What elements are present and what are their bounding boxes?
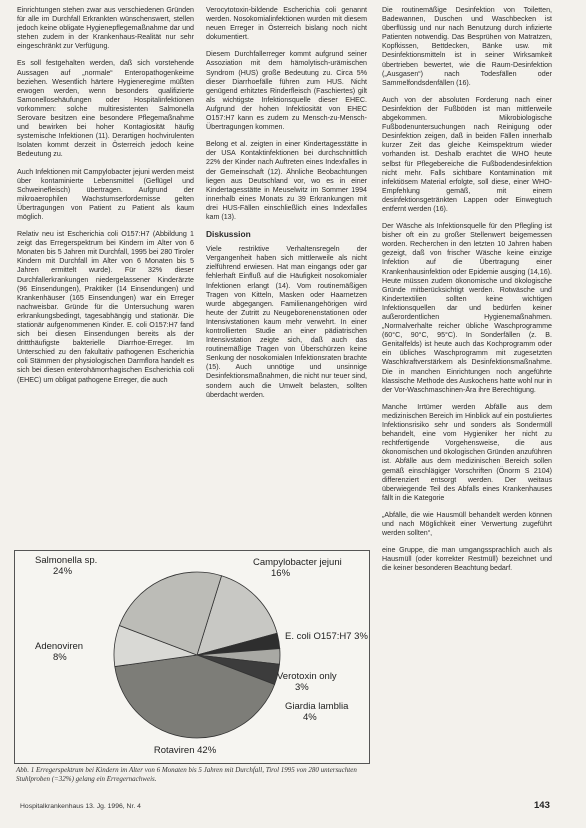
paragraph: Einrichtungen stehen zwar aus verschiedenen Gründen für alle im Durchfall Erkrankten wünschenswert, stellen jedoch keine obligate Hygienepflegemaßnahme dar und stehen zudem in der Krankenhaus-Realität nur sehr eingeschränkt zur Verfügung.	[17, 6, 194, 51]
pie-label-4: Rotaviren 42%	[153, 745, 217, 756]
paragraph: Relativ neu ist Escherichia coli O157:H7 (Abbildung 1 zeigt das Erregerspektrum bei Kindern im Alter von 6 Monaten bis 5 Jahren mit Durchfall, 1995 bei 280 Tiroler Kindern mit Durchfall im Alter von 6 Monaten bis 5 Jahren ermittelt wurde). Für 32% dieser Durchfallerkrankungen niedergelassener Kinderärzte (96 Einsendungen), Praktiker (14 Einsendungen) und Krankenhäuser (165 Einsendungen) war ein Erreger nachweisbar. Gründe für die Untersuchung waren erkrankungsbedingt, tagesabhängig und stationär. Die stationär aufgenommenen Kinder. E. coli O157:H7 fand sich bei diesen Einsendungen bereits als der drittthäufigste bakterielle Diarrhoe-Erreger. Im Unterschied zu den fakultativ pathogenen Escherichia coli Stämmen der physiologischen Darmflora handelt es sich bei diesen enterohämorrhagischen Escherichia coli (EHEC) um obligat pathogene Erreger, die auch	[17, 230, 194, 384]
pie-chart-figure	[14, 550, 370, 764]
paragraph: Der Wäsche als Infektionsquelle für den Pflegling ist bisher oft ein zu großer Stellenwert beigemessen worden. Recherchen in den letzten 10 Jahren haben gezeigt, daß von frischer Wäsche keine einzige Infektion auf die Übertragung einer Krankenhausinfektion oder Epidemie ausging (14,16). Heute müssen zudem ökonomische und ökologische Gründe mitberücksichtigt werden. Rotwäsche und Kindertextilien sollten keine wichtigen Infektionsquellen dar und bedürfen keiner außerordentlichen Hygienemaßnahmen. „Normalverhalte reicher übliche Waschprogramme (60°C, 90°C, 95°C). In Sonderfällen (z. B. Genitalfelds) ist heute auch das Kochprogramm oder ein übliches Waschprogramm mit zugesetzten Waschkraftverstärkern als Desinfektionsmaßnahme. Die in manchen Einrichtungen noch angeführte klassische Methode des Auskochens hatte wohl nur in der Vor-Waschmaschinen-Ära ihre Berechtigung.	[382, 222, 552, 394]
paragraph: Viele restriktive Verhaltensregeln der Vergangenheit haben sich mittlerweile als nicht zielführend erwiesen. Hat man eingangs oder gar fehlerhaft Einfluß auf die Häufigkeit nosokomialer Infektionen erlangt (14). Vom routinemäßigen Tragen von Kitteln, Masken oder Haarnetzen wurde abgegangen. Familienangehörigen wird heute der Zutritt zu Neugeborenenstationen oder Intensivstationen kaum mehr verwehrt. In einer kontrollierten Studie an einer pädiatrischen Intensivstation zeigte sich, daß auch das routinemäßige Tragen von Überschürzen keine Senkung der nosokomialen Infektionsraten brachte (15). Auch unnötige und unsinnige Desinfektionsmaßnahmen, die nicht nur teuer sind, sondern auch die Umwelt belasten, sollten überdacht werden.	[206, 245, 367, 399]
pie-label-1: E. coli O157:H7 3%	[285, 631, 368, 642]
paragraph: Verocytotoxin-bildende Escherichia coli genannt werden. Nosokomialinfektionen wurden mit diesem neuen Erreger in Österreich bislang noch nicht dokumentiert.	[206, 6, 367, 42]
paragraph: Auch Infektionen mit Campylobacter jejuni werden meist über kontaminierte Lebensmittel (Geflügel und Schweinefleisch) übertragen. Aufgrund der mikroaerophilen Wachstumserfordernisse gelten Übertragungen von Patient zu Patient als kaum möglich.	[17, 167, 194, 221]
section-heading: Diskussion	[206, 229, 251, 240]
pie-label-6: Salmonella sp. 24%	[35, 555, 98, 577]
pie-label-3: Giardia lamblia 4%	[285, 701, 349, 723]
text-column-right	[382, 6, 552, 786]
paragraph: Belong et al. zeigten in einer Kindertagesstätte in der USA Kontaktinfektionen bei durchschnittlich 22% der Kinder nach Auftreten eines Indexfalles in der Gemeinschaft (12). Ähnliche Beobachtungen liegen aus Deutschland vor, wo es in einer Kindertagesstätte in Meuselwitz im Sommer 1994 innerhalb eines Monats zu 39 Erkrankungen mit drei HUS-Fällen einschließlich eines Indexfalles kam (13).	[206, 140, 367, 221]
quote: „Abfälle, die wie Hausmüll behandelt werden können und nach Möglichkeit einer Verwertung zugeführt werden sollten“,	[382, 510, 552, 538]
paragraph: Manche Irrtümer werden Abfälle aus dem medizinischen Bereich im Hinblick auf ein postuliertes Infektionsrisiko sehr und sonders als Sondermüll behandelt, eine vom Hygieniker her nicht zu rechtfertigende Vorgehensweise, die aus ökonomischen und ökologischen Gründen anzuführen ist. Abfälle aus dem medizinischen Bereich sollen gemäß einschlägiger Vorschriften (Önorm S 2104) differenziert entsorgt werden. Der weitaus überwiegende Teil des Abfalls eines Krankenhauses fällt in die Kategorie	[382, 402, 552, 502]
journal-footer: Hospitalkrankenhaus 13. Jg. 1996, Nr. 4	[20, 803, 141, 810]
pie-chart	[15, 551, 369, 763]
pie-label-2: Verotoxin only 3%	[277, 671, 337, 693]
paragraph: Es soll festgehalten werden, daß sich vorstehende Aussagen auf „normale“ Enteropathogenkeime beziehen. Wesentlich härtere Hygieneregime müßten erwogen werden, wenn besonders qualifizierte Samonellosehäufungen oder Hospitalinfektionen vorkommen: solche multiresistenten Salmonella Serovare besitzen eine besondere Pflegemaßnahme und bewirken bei hoher Kontagiosität häufig systemische Infektionen (11). Derartigen hochvirulenten Isolaten kommt derzeit in Österreich jedoch keine Bedeutung zu.	[17, 59, 194, 159]
text-column-left	[17, 6, 194, 546]
paragraph: Auch von der absoluten Forderung nach einer Desinfektion der Fußböden ist man mittlerweile abgekommen. Mikrobiologische Fußbodenuntersuchungen nach Reinigung oder Desinfektion zeigen, daß in beiden Fällen innerhalb kurzer Zeit das gleiche Keimspektrum wieder vorhanden ist. Deshalb erachtet die WHO heute selbst für Pflegebereiche die Fußbodendesinfektion nicht mehr. Falls sichtbare Kontamination mit infektiösem Material erfolgte, soll diese, einer WHO-Empfehlung gemäß, mit einem desinfektionsgetränkten Lappen oder Einwegtuch entfernt werden (16).	[382, 95, 552, 213]
figure-caption: Abb. 1 Erregerspektrum bei Kindern im Alter von 6 Monaten bis 5 Jahren mit Durchfall, Tirol 1995 von 280 untersuchten Stuhlproben (=32%) gelang ein Erregernachweis.	[16, 766, 357, 783]
paragraph: Die routinemäßige Desinfektion von Toiletten, Badewannen, Duschen und Waschbecken ist überflüssig und nur nach Benutzung durch infizierte Patienten notwendig. Das Besprühen von Matratzen, Kopfkissen, Bettdecken, Bänke usw. mit Desinfektionsmitteln ist in seiner Wirksamkeit übertrieben bewertet, wie die Raum-Desinfektion („Ausgasen“) nach Todesfällen oder Sammelfondsdenfällen (16).	[382, 6, 552, 87]
pie-label-0: Campylobacter jejuni 16%	[253, 557, 342, 579]
paragraph: eine Gruppe, die man umgangssprachlich auch als Hausmüll (oder korrekter Restmüll) bezeichnet und die keiner besonderen Beachtung bedarf.	[382, 546, 552, 573]
pie-label-5: Adenoviren 8%	[35, 641, 84, 663]
page-number: 143	[534, 800, 550, 811]
text-column-middle	[206, 6, 367, 546]
paragraph: Diesem Durchfallerreger kommt aufgrund seiner Assoziation mit dem hämolytisch-urämischen Syndrom (HUS) große Bedeutung zu. Circa 5% dieser Diarrhoefälle führen zum HUS. Nicht genügend erhitztes Rinderfleisch (Faschiertes) gilt als wichtigste Infektionsquelle dieser EHEC. Aufgrund der hohen Infektiosität von EHEC O157:H7 kann es zudem zu Mensch-zu-Mensch-Übertragungen kommen.	[206, 50, 367, 132]
